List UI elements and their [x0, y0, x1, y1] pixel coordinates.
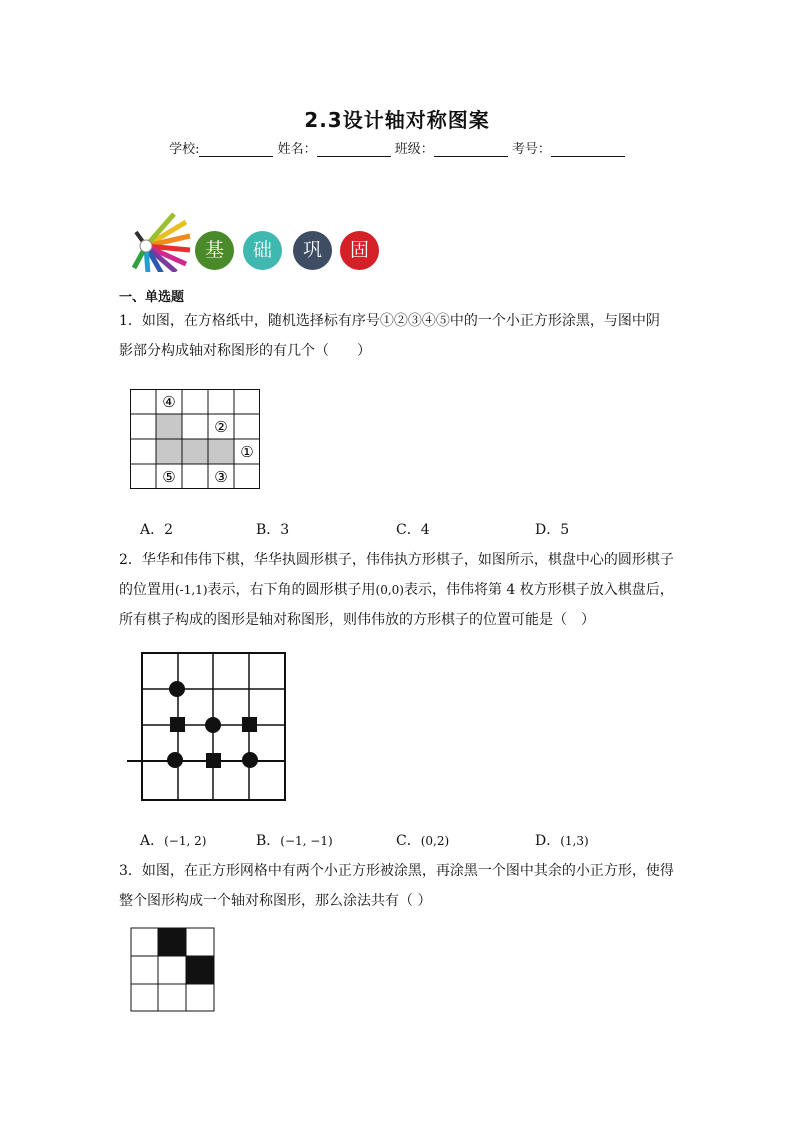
student-info-line	[0, 138, 794, 157]
q2-option-d[interactable]: D．(1,3)	[535, 833, 589, 849]
question-1-line1: 1．如图，在方格纸中，随机选择标有序号①②③④⑤中的一个小正方形涂黑，与图中阴	[119, 313, 660, 329]
round-piece	[167, 752, 183, 768]
page-title: 2.3设计轴对称图案	[304, 108, 490, 132]
question-3-grid	[130, 927, 216, 1013]
exam-no-blank	[551, 142, 625, 157]
colored-pencils-icon	[128, 208, 192, 272]
q1-option-a[interactable]: A．2	[140, 522, 174, 538]
square-piece	[206, 753, 221, 768]
exam-no-label: 考号：	[511, 142, 551, 157]
label-2: ②	[214, 418, 228, 436]
question-1	[119, 306, 679, 366]
square-piece	[242, 717, 257, 732]
question-2-line3: 所有棋子构成的图形是轴对称图形，则伟伟放的方形棋子的位置可能是（ ）	[119, 612, 595, 628]
shaded-cell	[156, 439, 182, 464]
class-label: 班级：	[394, 142, 434, 157]
q2-option-a[interactable]: A．(−1, 2)	[140, 833, 207, 849]
school-label: 学校:	[169, 142, 200, 157]
label-3: ③	[214, 468, 228, 486]
name-label: 姓名：	[277, 142, 317, 157]
school-blank	[199, 142, 273, 157]
black-cell	[158, 928, 186, 956]
badge-ji: 基	[195, 231, 234, 270]
shaded-cell	[182, 439, 208, 464]
chessboard-figure	[127, 652, 289, 802]
question-1-line2: 影部分构成轴对称图形的有几个（ ）	[119, 343, 371, 359]
question-2-line2: 的位置用(-1,1)表示，右下角的圆形棋子用(0,0)表示，伟伟将第 4 枚方形棋子放入棋盘后，	[119, 582, 674, 598]
q2-option-c[interactable]: C．(0,2)	[396, 833, 450, 849]
round-piece	[169, 681, 185, 697]
badge-chu: 础	[243, 231, 282, 270]
square-piece	[170, 717, 185, 732]
label-1: ①	[240, 443, 254, 461]
q1-option-c[interactable]: C．4	[396, 522, 430, 538]
label-4: ④	[162, 393, 176, 411]
question-3-line2: 整个图形构成一个轴对称图形，那么涂法共有（ ）	[119, 893, 432, 909]
section-heading: 一、单选题	[119, 290, 185, 305]
shaded-cell	[156, 414, 182, 439]
round-piece	[205, 717, 221, 733]
shaded-cell	[208, 439, 234, 464]
round-piece	[242, 752, 258, 768]
question-2-line1: 2．华华和伟伟下棋，华华执圆形棋子，伟伟执方形棋子，如图所示，棋盘中心的圆形棋子	[119, 552, 674, 568]
q1-grid-lines	[130, 389, 260, 489]
question-2	[119, 545, 699, 635]
q2-option-b[interactable]: B．(−1, −1)	[256, 833, 333, 849]
question-1-grid	[130, 389, 262, 491]
question-3-line1: 3．如图，在正方形网格中有两个小正方形被涂黑，再涂黑一个图中其余的小正方形，使得	[119, 863, 674, 879]
class-blank	[434, 142, 508, 157]
name-blank	[317, 142, 391, 157]
badge-gong: 巩	[293, 231, 332, 270]
black-cell	[186, 956, 214, 984]
label-5: ⑤	[162, 468, 176, 486]
question-3	[119, 856, 679, 916]
badge-gu: 固	[340, 231, 379, 270]
q1-option-d[interactable]: D．5	[535, 522, 570, 538]
q1-option-b[interactable]: B．3	[256, 522, 290, 538]
